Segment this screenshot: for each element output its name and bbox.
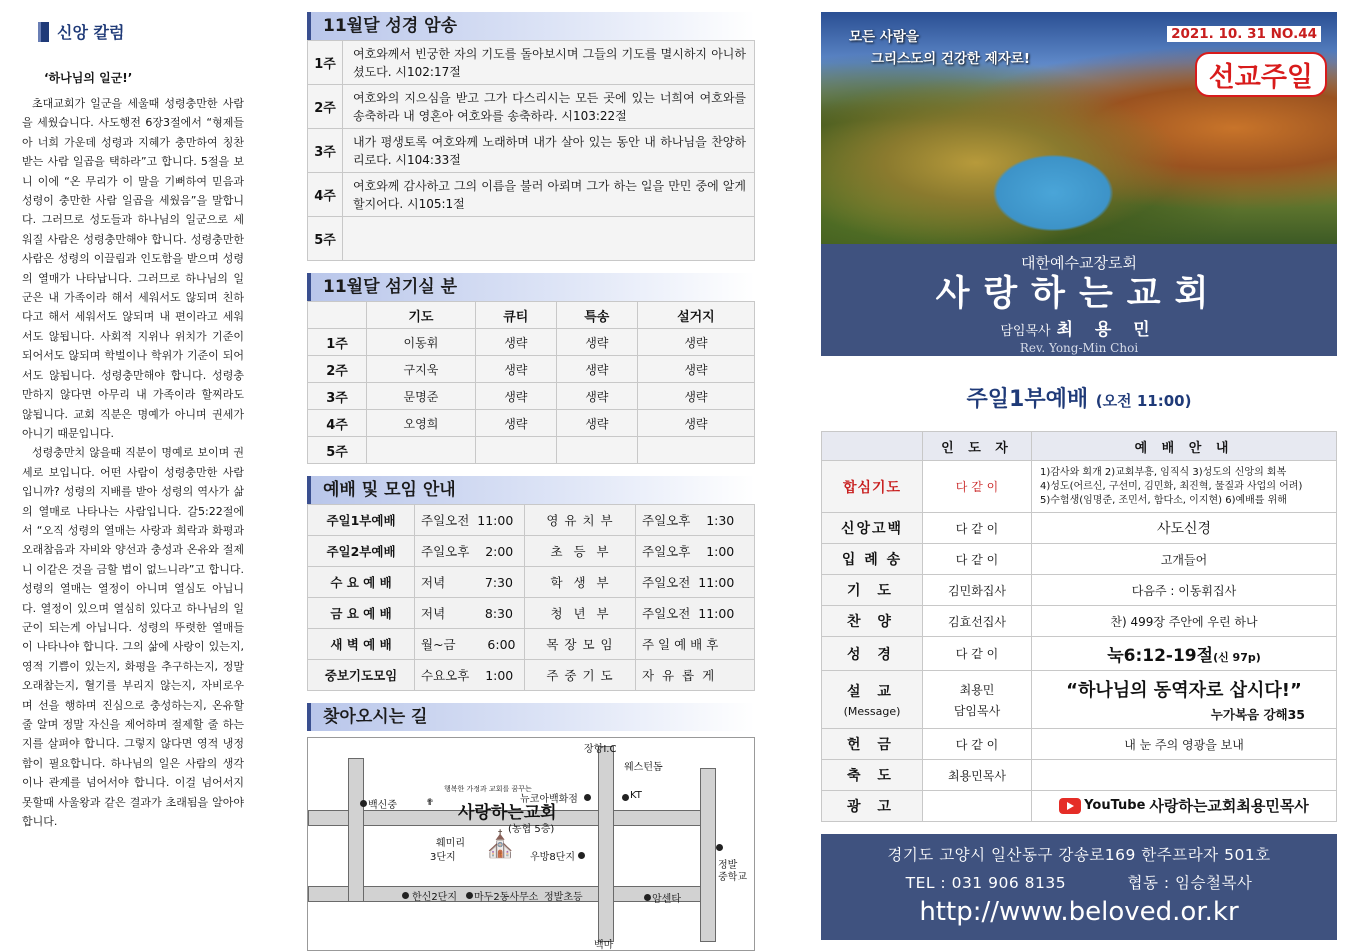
order-content: 1)감사와 회개 2)교회부흥, 임직식 3)성도의 신앙의 회복 4)성도(어르신, 구선미, 김민화, 최진혁, 물질과 사업의 어려) 5)수험생(임명준, 조민서, 함다소, 이지현) 6)예배를 위해 <box>1032 461 1337 513</box>
table-row <box>822 637 1337 671</box>
map-label: 우방8단지 <box>530 852 576 863</box>
order-item: 축 도 <box>822 760 923 791</box>
order-leader: 다 같 이 <box>923 544 1032 575</box>
directions-heading: 찾아오시는 길 <box>307 703 755 731</box>
column-header <box>822 432 923 461</box>
duty-cell: 구지욱 <box>367 356 476 383</box>
service-name: 수 요 예 배 <box>308 567 415 598</box>
order-leader <box>923 791 1032 822</box>
church-website-link[interactable]: http://www.beloved.or.kr <box>919 897 1239 927</box>
church-logo-icon: ✟ <box>426 798 434 808</box>
duty-cell: 생략 <box>556 356 637 383</box>
duty-cell <box>637 437 754 464</box>
duty-cell: 생략 <box>637 383 754 410</box>
youtube-channel-name: 사랑하는교회최용민목사 <box>1149 797 1309 816</box>
middle-column <box>307 12 755 951</box>
location-dot-icon <box>578 852 585 859</box>
service-time: 주일오전 11:00 <box>415 505 525 536</box>
map-label: (농협 5층) <box>508 824 555 835</box>
week-label: 3주 <box>308 383 367 410</box>
order-item-sub: (Message) <box>843 705 901 718</box>
table-row <box>308 660 755 691</box>
meeting-name: 청 년 부 <box>525 598 636 629</box>
map-label: KT <box>630 790 642 801</box>
hero-landscape-image <box>821 12 1337 244</box>
duty-cell: 생략 <box>475 410 556 437</box>
scripture-reference: 눅6:12-19절 <box>1107 646 1214 666</box>
duty-heading: 11월달 섬기실 분 <box>307 273 755 301</box>
road-vertical <box>700 768 716 942</box>
location-dot-icon <box>466 892 473 899</box>
meeting-time: 주일오후 1:00 <box>636 536 755 567</box>
location-dot-icon <box>584 794 591 801</box>
church-name: 사랑하는교회 <box>935 274 1223 314</box>
week-label: 4주 <box>308 173 343 217</box>
order-leader: 김효선집사 <box>923 606 1032 637</box>
pastor-line <box>821 315 1337 340</box>
duty-cell: 생략 <box>475 356 556 383</box>
meeting-time: 자 유 롭 게 <box>636 660 755 691</box>
column-header: 예 배 안 내 <box>1032 432 1337 461</box>
faith-column <box>22 20 244 831</box>
map-label: 웨스턴돔 <box>624 762 663 773</box>
meeting-time: 주일오전 11:00 <box>636 598 755 629</box>
table-row <box>308 629 755 660</box>
column-heading <box>38 20 244 43</box>
issue-date: 2021. 10. 31 NO.44 <box>1167 26 1321 42</box>
verse-text: 여호와께서 빈궁한 자의 기도를 돌아보시며 그들의 기도를 멸시하지 아니하셨도다. 시102:17절 <box>343 41 755 85</box>
worship-order-table <box>821 431 1337 822</box>
week-label: 5주 <box>308 437 367 464</box>
duty-table <box>307 301 755 464</box>
duty-cell <box>367 437 476 464</box>
table-row <box>308 217 755 261</box>
verse-text <box>343 217 755 261</box>
worship-title <box>821 382 1337 413</box>
church-address: 경기도 고양시 일산동구 강송로169 한주프라자 501호 <box>887 846 1271 864</box>
table-row <box>308 173 755 217</box>
week-label: 2주 <box>308 85 343 129</box>
meeting-time: 주일오전 11:00 <box>636 567 755 598</box>
map-label: 훼미리 <box>436 838 465 849</box>
service-name: 새 벽 예 배 <box>308 629 415 660</box>
preacher-name: 최용민 <box>959 682 995 697</box>
duty-cell: 생략 <box>556 383 637 410</box>
church-banner <box>821 244 1337 356</box>
youtube-wordmark: YouTube <box>1084 798 1146 814</box>
order-leader: 다 같 이 <box>923 637 1032 671</box>
order-leader <box>923 671 1032 729</box>
order-item: 성 경 <box>822 637 923 671</box>
order-item: 합심기도 <box>822 461 923 513</box>
duty-cell: 이동휘 <box>367 329 476 356</box>
cooperating-pastor: 협동 : 임승철목사 <box>1127 874 1253 892</box>
youtube-channel-link[interactable] <box>1059 795 1309 816</box>
service-time: 주일오후 2:00 <box>415 536 525 567</box>
duty-cell: 생략 <box>556 329 637 356</box>
table-row <box>822 544 1337 575</box>
order-content <box>1032 671 1337 729</box>
pastor-name: 최 용 민 <box>1056 320 1158 340</box>
table-row <box>308 536 755 567</box>
meeting-name: 주 중 기 도 <box>525 660 636 691</box>
map-label: 암센타 <box>652 894 681 905</box>
column-header: 특송 <box>556 302 637 329</box>
church-footer <box>821 834 1337 940</box>
verse-text: 여호와께 감사하고 그의 이름을 불러 아뢰며 그가 하는 일을 만민 중에 알게 할지어다. 시105:1절 <box>343 173 755 217</box>
map-label: 한신2단지 <box>412 892 458 903</box>
slogan-line: 그리스도의 건강한 제자로! <box>871 51 1031 67</box>
order-leader: 다 같 이 <box>923 513 1032 544</box>
table-row <box>308 329 755 356</box>
verse-text: 내가 평생토록 여호와께 노래하며 내가 살아 있는 동안 내 하나님을 찬양하리로다. 시104:33절 <box>343 129 755 173</box>
duty-cell: 생략 <box>637 329 754 356</box>
pastor-label: 담임목사 <box>1000 324 1051 339</box>
column-header: 기도 <box>367 302 476 329</box>
map-label: 정발초등 <box>544 892 583 903</box>
duty-cell: 생략 <box>475 383 556 410</box>
road-vertical <box>598 746 614 942</box>
column-header <box>308 302 367 329</box>
sermon-title: “하나님의 동역자로 삽시다!” <box>1066 680 1302 701</box>
duty-cell: 생략 <box>556 410 637 437</box>
memory-table <box>307 40 755 261</box>
map-label: 백신중 <box>368 800 397 811</box>
order-item: 찬 양 <box>822 606 923 637</box>
order-content <box>1032 637 1337 671</box>
meeting-time: 주 일 예 배 후 <box>636 629 755 660</box>
schedule-heading: 예배 및 모임 안내 <box>307 476 755 504</box>
order-item <box>822 671 923 729</box>
service-name: 주일2부예배 <box>308 536 415 567</box>
slogan-line: 모든 사람을 <box>849 29 919 45</box>
table-row <box>822 729 1337 760</box>
table-row <box>308 567 755 598</box>
table-row <box>822 791 1337 822</box>
location-dot-icon <box>644 894 651 901</box>
map-label: 행복한 가정과 교회를 꿈꾸는 <box>444 785 532 793</box>
order-content: 내 눈 주의 영광을 보내 <box>1032 729 1337 760</box>
map-label: 정발 <box>718 860 738 871</box>
table-row <box>308 505 755 536</box>
sermon-series: 누가복음 강해35 <box>1210 707 1305 722</box>
table-row <box>308 383 755 410</box>
order-content <box>1032 791 1337 822</box>
service-time: 월~금 6:00 <box>415 629 525 660</box>
order-leader: 다 같 이 <box>923 461 1032 513</box>
map-label: 뉴코아백화점 <box>520 794 578 805</box>
order-leader: 최용민목사 <box>923 760 1032 791</box>
service-name: 금 요 예 배 <box>308 598 415 629</box>
youtube-play-icon <box>1059 798 1081 814</box>
column-title: 신앙 칼럼 <box>57 23 125 42</box>
table-row <box>308 41 755 85</box>
table-row <box>308 85 755 129</box>
verse-text: 여호와의 지으심을 받고 그가 다스리시는 모든 곳에 있는 너희여 여호와를 송축하라 내 영혼아 여호와를 송축하라. 시103:22절 <box>343 85 755 129</box>
table-row <box>308 410 755 437</box>
order-item: 헌 금 <box>822 729 923 760</box>
week-label: 1주 <box>308 329 367 356</box>
road-vertical <box>348 758 364 902</box>
order-item: 입 례 송 <box>822 544 923 575</box>
preacher-title: 담임목사 <box>953 703 1001 718</box>
duty-cell: 문명준 <box>367 383 476 410</box>
duty-cell: 생략 <box>637 356 754 383</box>
table-row <box>822 461 1337 513</box>
week-label: 3주 <box>308 129 343 173</box>
church-building-icon: ⛪ <box>484 830 517 860</box>
map-label: 백마 <box>594 940 614 951</box>
map-label: 마두2동사무소 <box>474 892 539 903</box>
memory-heading: 11월달 성경 암송 <box>307 12 755 40</box>
column-subtitle: ‘하나님의 일군!’ <box>44 71 133 85</box>
duty-cell: 오영희 <box>367 410 476 437</box>
column-header: 큐티 <box>475 302 556 329</box>
table-row <box>308 356 755 383</box>
location-dot-icon <box>716 844 723 851</box>
church-phone: TEL : 031 906 8135 <box>905 874 1067 892</box>
column-paragraph: 성령충만치 않을때 직분이 명예로 보이며 권세로 보입니다. 어떤 사람이 성령충만한 사람입니까? 성령의 지배를 받아 성령의 역사가 삶의 열매로 나타나는 사람입니다. 갈5:22절에서 “오직 성령의 열매는 사랑과 희락과 화평과 오래참음과 자비와 양선과 충성과 온유와 절제니 이같은 것을 금할 법이 없느니라”고 합니다. 성령의 열매는 열정이 아니며 열심도 아닙니다. 열정이 있으며 열심히 있다고 하나님의 일군이 되는게 아닙니다. 성령의 뚜렷한 열매들이 나타나야 합니다. 그의 삶에 사랑이 있는지, 영적 기쁨이 있는지, 화평을 추구하는지, 정말 오래참는지, 혈기를 부리지 않는지, 자비로우며 선을 행하며 진심으로 충성하는지, 온유할 줄 알며 정말 자신을 제어하며 절제할 줄 하는지를 살펴야 합니다. 그렇지 않다면 영적 냉정함이 필요합니다. 하나님의 일은 사람의 생각이나 관계를 넘어서야 합니다. 이걸 넘어서지 못할때 사울왕과 같은 결과가 초래됨을 알아야 합니다. <box>22 446 244 829</box>
heading-bar-icon <box>38 22 49 42</box>
order-content: 찬) 499장 주안에 우린 하나 <box>1032 606 1337 637</box>
service-time: 수요오후 1:00 <box>415 660 525 691</box>
order-item: 기 도 <box>822 575 923 606</box>
column-header: 설거지 <box>637 302 754 329</box>
table-row <box>308 598 755 629</box>
denomination: 대한예수교장로회 <box>1021 254 1137 272</box>
meeting-name: 초 등 부 <box>525 536 636 567</box>
meeting-time: 주일오후 1:30 <box>636 505 755 536</box>
table-row <box>308 437 755 464</box>
location-dot-icon <box>402 892 409 899</box>
table-row <box>822 513 1337 544</box>
scripture-page: (신 97p) <box>1213 651 1261 664</box>
order-content: 사도신경 <box>1032 513 1337 544</box>
cover-column <box>821 12 1337 940</box>
duty-cell: 생략 <box>475 329 556 356</box>
pastor-english-name: Rev. Yong-Min Choi <box>1019 341 1139 355</box>
meeting-name: 학 생 부 <box>525 567 636 598</box>
map-label: 중학교 <box>718 872 747 883</box>
map-church-label: 사랑하는교회 <box>458 803 557 823</box>
map-label: 장항I.C <box>584 744 617 755</box>
service-time: 저녁 7:30 <box>415 567 525 598</box>
contact-line <box>821 871 1337 893</box>
meeting-name: 목 장 모 임 <box>525 629 636 660</box>
order-item: 광 고 <box>822 791 923 822</box>
table-row <box>308 129 755 173</box>
column-paragraph: 초대교회가 일군을 세울때 성령충만한 사람을 세웠습니다. 사도행전 6장3절에서 “형제들아 너희 가운데 성령과 지혜가 충만하여 칭찬받는 사람 일곱을 택하라”고 합니다. 5절을 보니 이에 “온 무리가 이 말을 기뻐하여 믿음과 성령이 충만한 사람 일곱을 세웠음”을 말합니다. 그러므로 성도들과 하나님의 일군으로 세워질 사람은 성령충만해야 합니다. 성령충만한 사람은 성령의 이끌림과 인도함을 받으며 성령의 열매가 나타납니다. 그러므로 하나님의 일군은 내 가족이라 해서 세워서도 않되며 친하다고 해서 세워서도 않되며 내 편이라고 세워서도 않됩니다. 사회적 지위나 위치가 기준이 되어서도 않되며 학벌이나 학위가 기준이 되어서도 않됩니다. 성령충만해야 합니다. 성령충만하지 않다면 아무리 내 가족이라 할찌라도 않됩니다. 교회 직분은 명예가 아니며 권세가 아니기 때문입니다. <box>22 97 244 440</box>
week-label: 5주 <box>308 217 343 261</box>
meeting-name: 영 유 치 부 <box>525 505 636 536</box>
table-row <box>822 760 1337 791</box>
column-body <box>22 94 244 831</box>
order-item: 신앙고백 <box>822 513 923 544</box>
order-content: 다음주 : 이동휘집사 <box>1032 575 1337 606</box>
table-header-row <box>822 432 1337 461</box>
order-content <box>1032 760 1337 791</box>
week-label: 4주 <box>308 410 367 437</box>
location-dot-icon <box>622 794 629 801</box>
column-header: 인 도 자 <box>923 432 1032 461</box>
worship-name: 주일1부예배 <box>966 387 1089 412</box>
table-row <box>822 606 1337 637</box>
schedule-table <box>307 504 755 691</box>
service-name: 주일1부예배 <box>308 505 415 536</box>
week-label: 2주 <box>308 356 367 383</box>
order-leader: 김민화집사 <box>923 575 1032 606</box>
table-row <box>822 575 1337 606</box>
order-leader: 다 같 이 <box>923 729 1032 760</box>
service-name: 중보기도모임 <box>308 660 415 691</box>
week-label: 1주 <box>308 41 343 85</box>
order-item-label: 설 교 <box>847 684 897 700</box>
mission-sunday-badge: 선교주일 <box>1195 52 1327 97</box>
order-content: 고개들어 <box>1032 544 1337 575</box>
worship-time: (오전 11:00) <box>1095 392 1192 410</box>
duty-cell <box>556 437 637 464</box>
map-label: 3단지 <box>430 852 456 863</box>
table-header-row <box>308 302 755 329</box>
service-time: 저녁 8:30 <box>415 598 525 629</box>
slogan <box>849 26 1030 70</box>
directions-map <box>307 737 755 951</box>
location-dot-icon <box>360 800 367 807</box>
table-row <box>822 671 1337 729</box>
duty-cell <box>475 437 556 464</box>
duty-cell: 생략 <box>637 410 754 437</box>
